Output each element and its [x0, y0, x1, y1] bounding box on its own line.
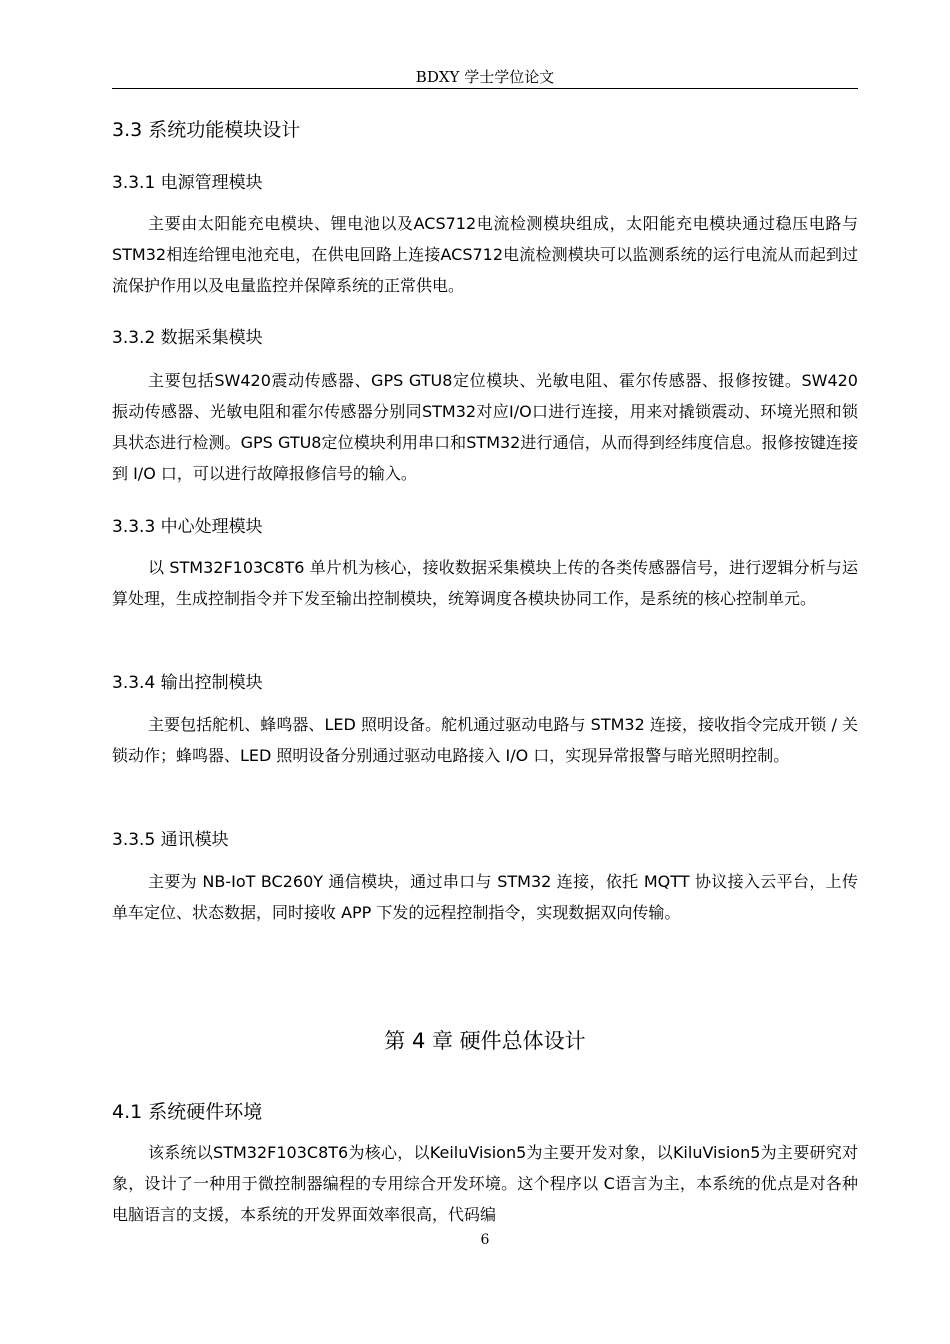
paragraph-hardware-environment: 该系统以STM32F103C8T6为核心，以KeiluVision5为主要开发对象，以KiluVision5为主要研究对象，设计了一种用于微控制器编程的专用综合开发环境。这个程序以 C语言为主，本系统的优点是对各种电脑语言的支援，本系统的开发界面效率很高，代码编 — [112, 1143, 858, 1224]
chapter-heading-4: 第 4 章 硬件总体设计 — [384, 1029, 586, 1053]
header-rule — [112, 88, 858, 89]
paragraph-central-processing: 以 STM32F103C8T6 单片机为核心，接收数据采集模块上传的各类传感器信号，进行逻辑分析与运算处理，生成控制指令并下发至输出控制模块，统筹调度各模块协同工作，是系统的核心控制单元。 — [112, 558, 858, 608]
running-header: BDXY 学士学位论文 — [415, 68, 555, 86]
paragraph-data-acquisition: 主要包括SW420震动传感器、GPS GTU8定位模块、光敏电阻、霍尔传感器、报修按键。SW420 振动传感器、光敏电阻和霍尔传感器分别同STM32对应I/O口进行连接，用来对撬锁震动、环境光照和锁具状态进行检测。GPS GTU8定位模块利用串口和STM32进行通信，从而得到经纬度信息。报修按键连接到 I/O 口，可以进行故障报修信号的输入。 — [112, 371, 858, 483]
subsection-heading-3-3-1: 3.3.1 电源管理模块 — [112, 173, 263, 193]
section-heading-4-1: 4.1 系统硬件环境 — [112, 1101, 263, 1123]
section-heading-3-3: 3.3 系统功能模块设计 — [112, 119, 301, 141]
subsection-heading-3-3-5: 3.3.5 通讯模块 — [112, 830, 229, 850]
page-number: 6 — [480, 1232, 490, 1248]
paragraph-power-management: 主要由太阳能充电模块、锂电池以及ACS712电流检测模块组成，太阳能充电模块通过稳压电路与STM32相连给锂电池充电，在供电回路上连接ACS712电流检测模块可以监测系统的运行电流从而起到过流保护作用以及电量监控并保障系统的正常供电。 — [112, 214, 858, 295]
subsection-heading-3-3-4: 3.3.4 输出控制模块 — [112, 673, 263, 693]
paragraph-communication: 主要为 NB-IoT BC260Y 通信模块，通过串口与 STM32 连接，依托 MQTT 协议接入云平台，上传单车定位、状态数据，同时接收 APP 下发的远程控制指令，实现数据双向传输。 — [112, 872, 858, 922]
paragraph-output-control: 主要包括舵机、蜂鸣器、LED 照明设备。舵机通过驱动电路与 STM32 连接，接收指令完成开锁 / 关锁动作；蜂鸣器、LED 照明设备分别通过驱动电路接入 I/O 口，实现异常报警与暗光照明控制。 — [112, 715, 858, 765]
subsection-heading-3-3-3: 3.3.3 中心处理模块 — [112, 517, 263, 537]
subsection-heading-3-3-2: 3.3.2 数据采集模块 — [112, 328, 263, 348]
